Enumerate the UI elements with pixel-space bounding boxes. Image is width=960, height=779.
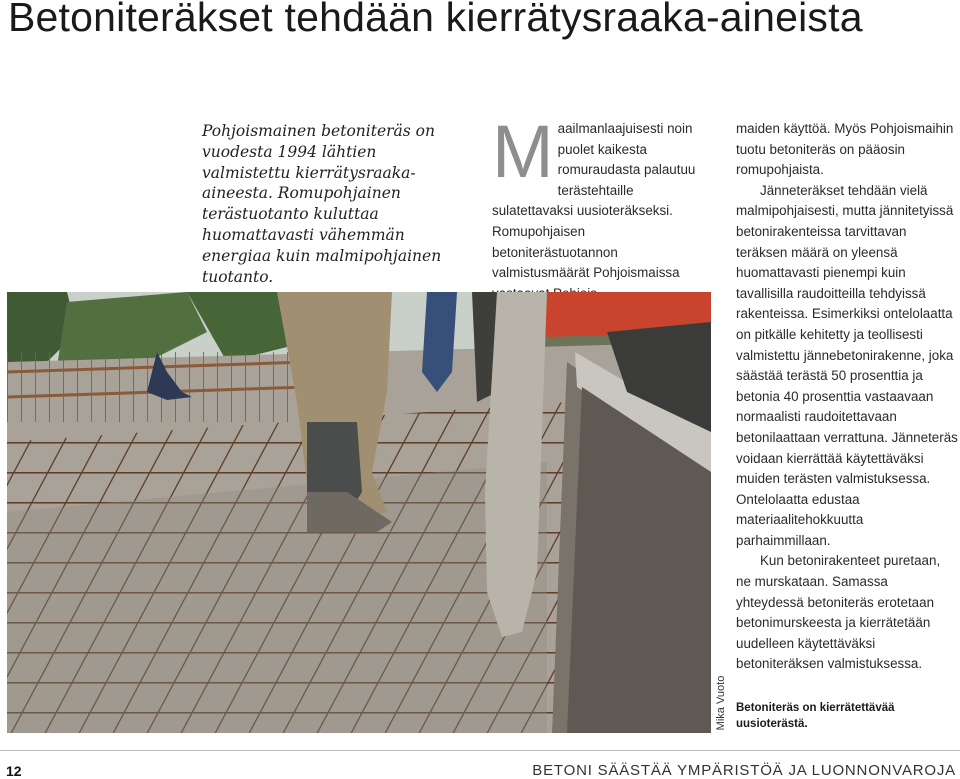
body-paragraph: maiden käyttöä. Myös Pohjoismaihin tuotu betoniteräs on pääosin romupohjaista. [736, 121, 954, 178]
photo-caption: Betoniteräs on kierrätettävää uusioterästä. [736, 702, 895, 730]
body-paragraph [492, 110, 710, 304]
footer-divider [0, 750, 960, 751]
photo-credit-text: Mika Vuoto [715, 675, 727, 731]
lead-paragraph: Pohjoismainen betoniteräs on vuodesta 1994 lähtien valmistettu kierrätysraaka-aineesta. Romupohjainen terästuotanto kuluttaa huomattavasti vähemmän energiaa kuin malmipohjainen tuotanto. [202, 122, 442, 286]
body-paragraph: Jänneteräkset tehdään vielä malmipohjaisesti, mutta jännitetyissä betonirakenteissa tarvittavan teräksen määrä on yleensä huomattavasti pienempi kuin tavallisilla raudoitteilla tehdyissä rakenteissa. Esimerkiksi ontelolaatta on pitkälle kehitetty ja teollisesti valmistettu jännebetonirakenne, joka säästää terästä 50 prosenttia ja betonia 40 prosenttia vastaavaan normaalisti raudoitettavaan betonilaattaan verrattuna. Jänneteräs voidaan kierrättää käytettäväksi muiden terästen valmistuksessa. Ontelolaatta edustaa materiaalitehokkuutta parhaimmillaan. [736, 182, 958, 548]
page-number: 12 [6, 763, 22, 779]
drop-cap: M [492, 110, 554, 193]
body-column-1 [492, 110, 710, 304]
body-text: aailmanlaajuisesti noin puolet kaikesta romuraudasta palautuu terästehtaille sulatettavaksi uusioteräkseksi. Romupohjaisen betoniterästuotannon valmistusmäärät Pohjoismaissa [492, 121, 696, 281]
body-paragraph: Kun betonirakenteet puretaan, ne murskataan. Samassa yhteydessä betoniteräs erotetaan betonimurskeesta ja kierrätetään uudelleen käytettäväksi betoniteräksen valmistuksessa. [736, 553, 941, 672]
page-headline: Betoniteräkset tehdään kierrätysraaka-aineista [8, 0, 863, 40]
body-column-2 [736, 119, 958, 675]
photo-credit [714, 672, 728, 734]
construction-photo [7, 292, 711, 733]
publication-title: BETONI SÄÄSTÄÄ YMPÄRISTÖÄ JA LUONNONVAROJA [532, 762, 956, 779]
